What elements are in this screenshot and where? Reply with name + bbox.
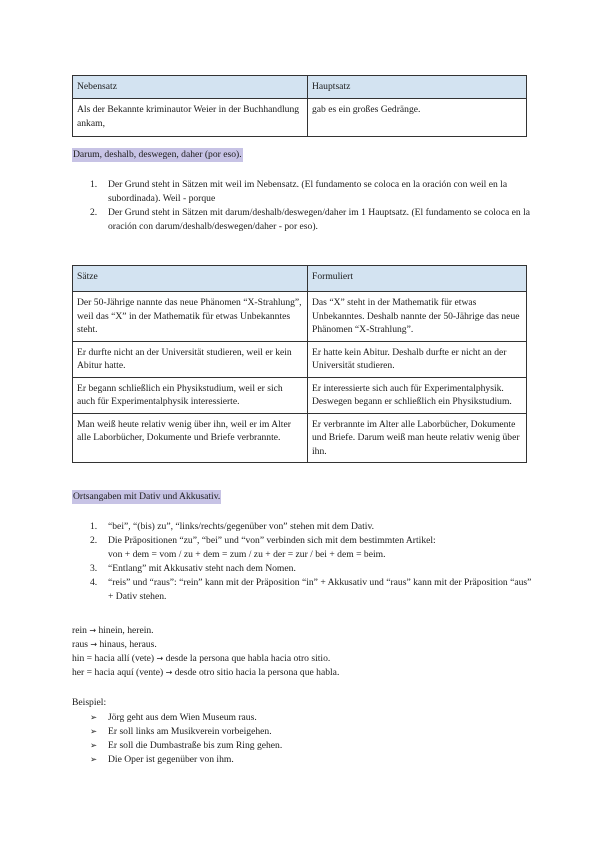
list-number: 2.: [90, 207, 98, 218]
list-item: [72, 576, 532, 604]
right-arrow-icon: →: [156, 654, 164, 663]
vocabulary-meaning: desde la persona que habla hacia otro sitio.: [165, 653, 331, 664]
vocabulary-meaning: desde otro sitio hacia la persona que habla.: [174, 667, 340, 678]
list-item-text: “reis” und “raus”: “rein” kann mit der Präposition “in” + Akkusativ und “raus” kann mit der Präposition “aus” + Dativ stehen.: [108, 577, 532, 602]
vocabulary-meaning: hinein, herein.: [98, 625, 154, 636]
list-item: [72, 520, 532, 534]
vocabulary-line: [72, 666, 532, 680]
table-header-cell: Sätze: [73, 266, 308, 292]
table-row: [73, 377, 527, 413]
table-row: [73, 341, 527, 377]
table-header-cell: Nebensatz: [73, 76, 308, 99]
table-cell: gab es ein großes Gedränge.: [308, 99, 527, 137]
numbered-list: [72, 520, 532, 604]
vocabulary-meaning: hinaus, heraus.: [99, 639, 157, 650]
list-item-text: Er soll links am Musikverein vorbeigehen.: [108, 726, 272, 737]
numbered-list: [72, 178, 532, 234]
table-cell: Er begann schließlich ein Physikstudium, weil er sich auch für Experimentalphysik interessierte.: [73, 377, 308, 413]
list-item: [72, 725, 282, 739]
table-cell: Als der Bekannte kriminautor Weier in der Buchhandlung ankam,: [73, 99, 308, 137]
list-item: [72, 753, 282, 767]
arrowhead-bullet-icon: ➢: [90, 755, 98, 765]
example-list: [72, 711, 282, 767]
arrowhead-bullet-icon: ➢: [90, 727, 98, 737]
list-number: 1.: [90, 179, 98, 190]
table-header-cell: Formuliert: [308, 266, 527, 292]
list-number: 3.: [90, 563, 98, 574]
list-item: [72, 562, 532, 576]
list-item-text: “bei”, “(bis) zu”, “links/rechts/gegenüber von” stehen mit dem Dativ.: [108, 521, 375, 532]
section-heading: Ortsangaben mit Dativ und Akkusativ.: [73, 491, 221, 502]
list-item: [72, 178, 532, 206]
vocabulary-line: [72, 652, 532, 666]
table-row: [73, 413, 527, 463]
list-item: [72, 711, 282, 725]
table-header-row: [73, 76, 527, 99]
table-cell: Er durfte nicht an der Universität studieren, weil er kein Abitur hatte.: [73, 341, 308, 377]
list-number: 4.: [90, 577, 98, 588]
nebensatz-hauptsatz-table: [72, 75, 527, 137]
list-item-text: Er soll die Dumbastraße bis zum Ring gehen.: [108, 740, 283, 751]
vocabulary-line: [72, 624, 532, 638]
vocabulary-line: [72, 638, 532, 652]
beispiel-label: Beispiel:: [72, 697, 107, 708]
list-item-text: Jörg geht aus dem Wien Museum raus.: [108, 712, 257, 723]
table-cell: Das “X” steht in der Mathematik für etwas Unbekanntes. Deshalb nannte der 50-Jährige das neue Phänomen “X-Strahlung”.: [308, 292, 527, 342]
list-number: 1.: [90, 521, 98, 532]
vocabulary-term: her = hacia aquí (vente): [72, 667, 164, 678]
table-cell: Er hatte kein Abitur. Deshalb durfte er nicht an der Universität studieren.: [308, 341, 527, 377]
section-heading: Darum, deshalb, deswegen, daher (por eso).: [73, 149, 242, 160]
list-item-text: “Entlang” mit Akkusativ steht nach dem Nomen.: [108, 563, 296, 574]
arrowhead-bullet-icon: ➢: [90, 741, 98, 751]
list-item: [72, 534, 532, 562]
table-cell: Er interessierte sich auch für Experimentalphysik. Deswegen begann er schließlich ein Physikstudium.: [308, 377, 527, 413]
right-arrow-icon: →: [90, 640, 98, 649]
vocabulary-term: hin = hacia allí (vete): [72, 653, 155, 664]
list-item-text: Der Grund steht in Sätzen mit darum/deshalb/deswegen/daher im 1 Hauptsatz. (El fundamento se coloca en la oración con darum/deshalb/deswegen/daher - por eso).: [108, 207, 530, 232]
vocabulary-term: rein: [72, 625, 87, 636]
list-item-text: Der Grund steht in Sätzen mit weil im Nebensatz. (El fundamento se coloca en la oración con weil en la subordinada). Weil - porque: [108, 179, 508, 204]
table-row: [73, 292, 527, 342]
list-item: [72, 206, 532, 234]
list-item-text: von + dem = vom / zu + dem = zum / zu + der = zur / bei + dem = beim.: [108, 549, 386, 560]
list-item-text: Die Oper ist gegenüber von ihm.: [108, 754, 234, 765]
vocabulary-term: raus: [72, 639, 88, 650]
table-row: [73, 99, 527, 137]
list-item: [72, 739, 282, 753]
table-header-row: [73, 266, 527, 292]
vocabulary-block: [72, 624, 532, 680]
table-cell: Er verbrannte im Alter alle Laborbücher, Dokumente und Briefe. Darum weiß man heute relativ wenig über ihn.: [308, 413, 527, 463]
right-arrow-icon: →: [165, 668, 173, 677]
list-number: 2.: [90, 535, 98, 546]
arrowhead-bullet-icon: ➢: [90, 713, 98, 723]
table-cell: Man weiß heute relativ wenig über ihn, weil er im Alter alle Laborbücher, Dokumente und Briefe verbrannte.: [73, 413, 308, 463]
saetze-formuliert-table: [72, 265, 527, 463]
list-item-text: Die Präpositionen “zu”, “bei” und “von” verbinden sich mit dem bestimmten Artikel:: [108, 535, 436, 546]
table-cell: Der 50-Jährige nannte das neue Phänomen “X-Strahlung”, weil das “X” in der Mathematik für etwas Unbekanntes steht.: [73, 292, 308, 342]
table-header-cell: Hauptsatz: [308, 76, 527, 99]
right-arrow-icon: →: [89, 626, 97, 635]
